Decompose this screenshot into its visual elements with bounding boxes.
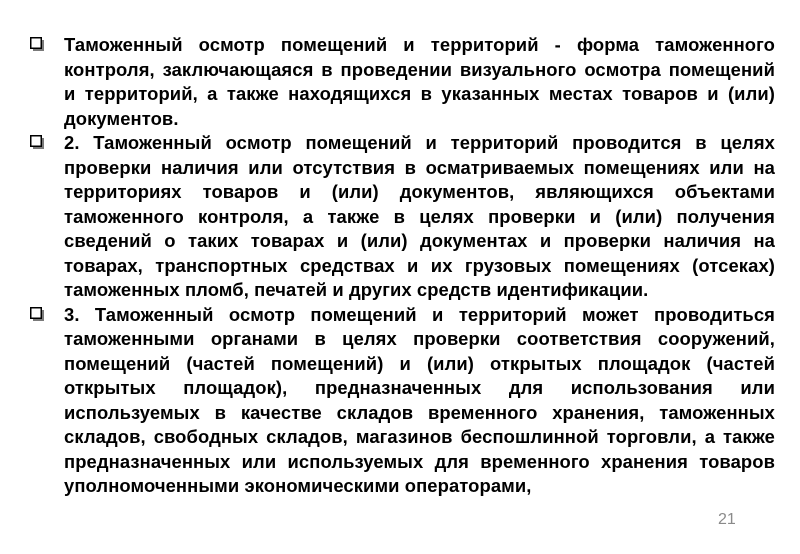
list-item [30, 131, 775, 303]
checkbox-square-icon [30, 37, 44, 51]
list-item-text: Таможенный осмотр помещений и территорий - форма таможенного контроля, заключающаяся в проведении визуального осмотра помещений и территорий, а также находящихся в указанных местах товаров и (или) документов. [64, 34, 775, 129]
page-number: 21 [718, 511, 736, 528]
checkbox-square-icon [30, 307, 44, 321]
bullet-list [30, 33, 775, 499]
list-item [30, 33, 775, 131]
list-item [30, 303, 775, 499]
list-item-text: 2. Таможенный осмотр помещений и территорий проводится в целях проверки наличия или отсутствия в осматриваемых помещениях или на территориях товаров и (или) документов, являющихся объектами таможенного контроля, а также в целях проверки и (или) получения сведений о таких товарах и (или) документах и проверки наличия на товарах, транспортных средствах и их грузовых помещениях (отсеках) таможенных пломб, печатей и других средств идентификации. [64, 132, 775, 300]
checkbox-square-icon [30, 135, 44, 149]
list-item-text: 3. Таможенный осмотр помещений и территорий может проводиться таможенными органами в целях проверки соответствия сооружений, помещений (частей помещений) и (или) открытых площадок (частей открытых площадок), предназначенных для использования или используемых в качестве складов временного хранения, таможенных складов, свободных складов, магазинов беспошлинной торговли, а также предназначенных или используемых для временного хранения товаров уполномоченными экономическими операторами, [64, 303, 775, 496]
